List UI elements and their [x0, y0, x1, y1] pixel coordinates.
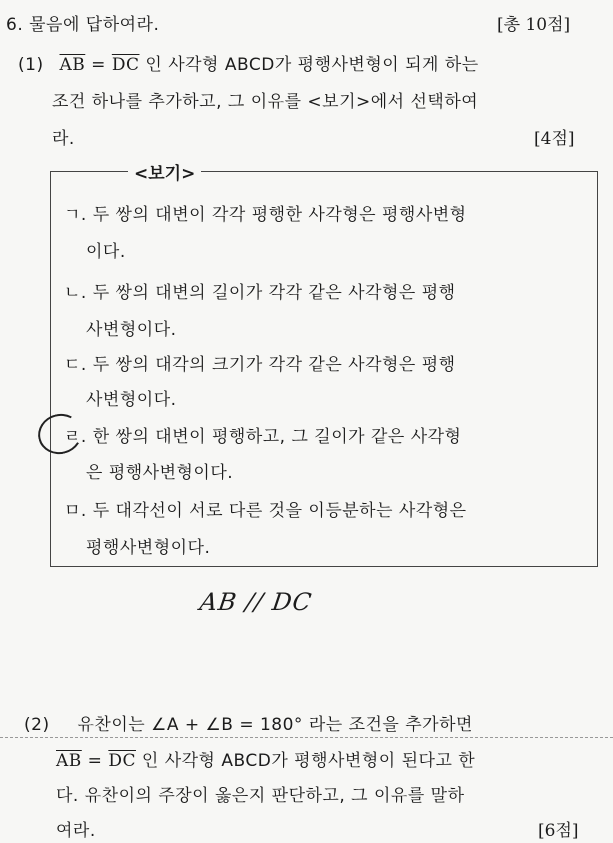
example-item-2-cont: 사변형이다.: [86, 320, 177, 340]
item-marker: ㄱ.: [64, 205, 87, 225]
part2-points: [6점]: [538, 821, 579, 841]
example-item-1-cont: 이다.: [86, 242, 126, 262]
example-item-2: [64, 278, 456, 303]
part2-line1-text: 유찬이는 ∠A + ∠B = 180° 라는 조건을 추가하면: [77, 715, 473, 735]
part2-line3: 다. 유찬이의 주장이 옳은지 판단하고, 그 이유를 말하: [56, 786, 465, 806]
part2-line4: 여라.: [56, 821, 96, 841]
equals-sign: =: [81, 751, 109, 771]
example-item-4: [64, 422, 461, 447]
item-marker: ㅁ.: [64, 501, 87, 521]
part2-number: (2): [24, 715, 50, 735]
segment-dc: $\overline{DC}$: [108, 751, 136, 771]
segment-ab: $\overline{AB}$: [59, 55, 86, 75]
total-points: [총 10점]: [497, 15, 571, 35]
example-item-1: [64, 200, 467, 225]
part1-line3: 라.: [52, 129, 75, 149]
item-text-line1: 두 쌍의 대각의 크기가 각각 같은 사각형은 평행: [92, 355, 456, 375]
segment-ab: $\overline{AB}$: [56, 751, 82, 771]
example-item-5: [64, 496, 467, 521]
part1-line2: 조건 하나를 추가하고, 그 이유를 <보기>에서 선택하여: [52, 92, 479, 112]
scan-fold-line: [0, 737, 613, 738]
example-item-5-cont: 평행사변형이다.: [86, 538, 211, 558]
item-text-line1: 한 쌍의 대변이 평행하고, 그 길이가 같은 사각형: [92, 427, 462, 447]
item-marker: ㄴ.: [64, 283, 87, 303]
part1-number: (1): [18, 55, 44, 75]
segment-dc: $\overline{DC}$: [111, 55, 140, 75]
item-marker: ㄷ.: [64, 355, 87, 375]
item-text-line1: 두 대각선이 서로 다른 것을 이등분하는 사각형은: [92, 501, 467, 521]
part1-line1-text: 인 사각형 ABCD가 평행사변형이 되게 하는: [139, 55, 479, 75]
item-text-line1: 두 쌍의 대변이 각각 평행한 사각형은 평행사변형: [92, 205, 467, 225]
part2-line2-text: 인 사각형 ABCD가 평행사변형이 된다고 한: [135, 751, 476, 771]
question-title: 6. 물음에 답하여라.: [6, 15, 160, 35]
example-box-title: <보기>: [128, 159, 201, 184]
handwritten-answer: AB // DC: [198, 588, 314, 616]
part2-line1: [24, 710, 473, 735]
example-item-3-cont: 사변형이다.: [86, 390, 177, 410]
part1-line1: [18, 50, 479, 75]
equals-sign: =: [85, 55, 112, 75]
example-item-4-cont: 은 평행사변형이다.: [86, 463, 234, 483]
part1-points: [4점]: [534, 129, 575, 149]
item-marker: ㄹ.: [64, 427, 87, 447]
part2-line2: [56, 746, 475, 771]
example-item-3: [64, 350, 456, 375]
item-text-line1: 두 쌍의 대변의 길이가 각각 같은 사각형은 평행: [92, 283, 456, 303]
